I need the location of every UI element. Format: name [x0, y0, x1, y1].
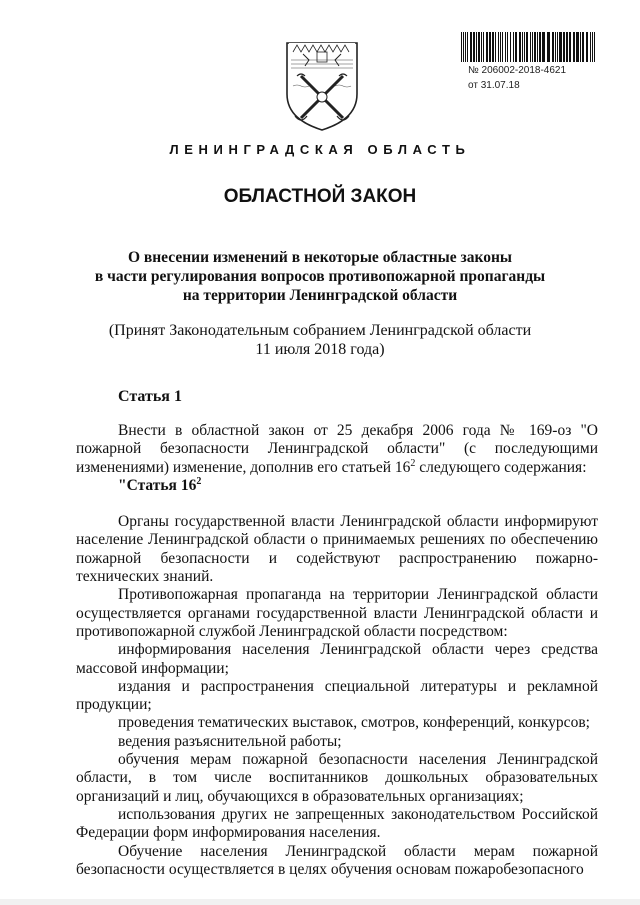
- law-subject: [60, 248, 580, 305]
- list-item: ведения разъяснительной работы;: [118, 732, 342, 750]
- barcode-bar: [515, 32, 517, 62]
- barcode-bar: [590, 32, 591, 62]
- barcode-bar: [573, 32, 575, 62]
- barcode-bar: [555, 32, 556, 62]
- adoption-note: [60, 321, 580, 359]
- barcode-bar: [576, 32, 579, 62]
- barcode-bar: [580, 32, 581, 62]
- list-item: проведения тематических выставок, смотров, конференций, конкурсов;: [118, 714, 590, 732]
- coat-of-arms-emblem: [283, 40, 361, 132]
- paragraph: Органы государственной власти Ленинградской области информируют население Ленинградской области о принимаемых решениях по обеспечению пожарной безопасности и содействуют распространению пожарно-технических знаний.: [76, 513, 598, 586]
- barcode-bar: [539, 32, 541, 62]
- barcode-bar: [592, 32, 593, 62]
- barcode-bar: [470, 32, 472, 62]
- law-subject-line: О внесении изменений в некоторые областные законы: [127, 249, 513, 266]
- barcode-bar: [542, 32, 545, 62]
- barcode-bar: [481, 32, 482, 62]
- paragraph: Противопожарная пропаганда на территории Ленинградской области осуществляется органами государственной власти Ленинградской области и противопожарной службой Ленинградской области посредством:: [76, 586, 598, 640]
- list-item: информирования населения Ленинградской области через средства массовой информации;: [76, 641, 598, 677]
- article-body: [76, 422, 598, 879]
- amendment-paragraph: [76, 422, 598, 477]
- barcode-bar: [461, 32, 462, 62]
- barcode-bar: [559, 32, 562, 62]
- list-item: использования других не запрещенных законодательством Российской Федерации форм информирования населения.: [76, 805, 598, 842]
- superscript: 2: [410, 457, 416, 469]
- barcode-bar: [557, 32, 558, 62]
- barcode-bar: [502, 32, 503, 62]
- barcode-bar: [594, 32, 595, 62]
- paragraph: Обучение населения Ленинградской области мерам пожарной безопасности осуществляется в целях обучения основам пожаробезопасного: [76, 842, 598, 878]
- list-item: обучения мерам пожарной безопасности населения Ленинградской области, в том числе воспитанников дошкольных образовательных организаций и лиц, обучающихся в образовательных организациях;: [76, 751, 598, 805]
- barcode-bar: [467, 32, 468, 62]
- law-subject-line: на территории Ленинградской области: [182, 287, 458, 304]
- barcode-bar: [524, 32, 525, 62]
- barcode-bar: [522, 32, 523, 62]
- document-number: № 206002-2018-4621: [468, 65, 567, 76]
- barcode-bar: [495, 32, 496, 62]
- barcode-bar: [582, 32, 584, 62]
- list-item: издания и распространения специальной литературы и рекламной продукции;: [76, 677, 598, 714]
- amendment-text: следующего содержания:: [415, 458, 587, 476]
- barcode-bar: [463, 32, 464, 62]
- barcode-bar: [492, 32, 494, 62]
- barcode-bar: [510, 32, 511, 62]
- barcode-bar: [500, 32, 501, 62]
- barcode-bar: [552, 32, 554, 62]
- barcode-bar: [476, 32, 477, 62]
- barcode-bar: [507, 32, 508, 62]
- barcode-bar: [473, 32, 475, 62]
- region-name: ЛЕНИНГРАДСКАЯ ОБЛАСТЬ: [169, 142, 471, 157]
- barcode-bar: [478, 32, 480, 62]
- barcode-bar: [569, 32, 571, 62]
- barcode-bar: [532, 32, 533, 62]
- adoption-note-line: 11 июля 2018 года): [255, 341, 385, 358]
- barcode-bar: [513, 32, 514, 62]
- barcode-bar: [519, 32, 521, 62]
- superscript: 2: [196, 475, 202, 487]
- barcode-bar: [537, 32, 538, 62]
- barcode-bar: [534, 32, 536, 62]
- barcode: [461, 32, 599, 62]
- new-article-heading: [76, 477, 598, 495]
- article-heading: Статья 1: [118, 388, 182, 405]
- barcode-bar: [526, 32, 528, 62]
- document-date: от 31.07.18: [468, 80, 520, 91]
- barcode-bar: [483, 32, 484, 62]
- new-article-label: "Статья 16: [118, 476, 197, 494]
- barcode-bar: [505, 32, 506, 62]
- law-subject-line: в части регулирования вопросов противопожарной пропаганды: [94, 268, 546, 285]
- barcode-bar: [486, 32, 488, 62]
- scan-bottom-edge: [0, 899, 640, 905]
- barcode-bar: [530, 32, 531, 62]
- barcode-bar: [465, 32, 466, 62]
- adoption-note-line: (Принят Законодательным собранием Ленинградской области: [108, 322, 532, 339]
- barcode-bar: [563, 32, 565, 62]
- barcode-bar: [498, 32, 499, 62]
- barcode-bar: [566, 32, 568, 62]
- law-type-title: ОБЛАСТНОЙ ЗАКОН: [223, 186, 417, 207]
- amendment-text: Внести в областной закон от 25 декабря 2006 года № 169-оз "О пожарной безопасности Ленинградской области" (с последующими изменениями) изменение, дополнив его статьей 16: [76, 422, 598, 476]
- barcode-bar: [586, 32, 588, 62]
- barcode-bar: [489, 32, 491, 62]
- barcode-bar: [547, 32, 550, 62]
